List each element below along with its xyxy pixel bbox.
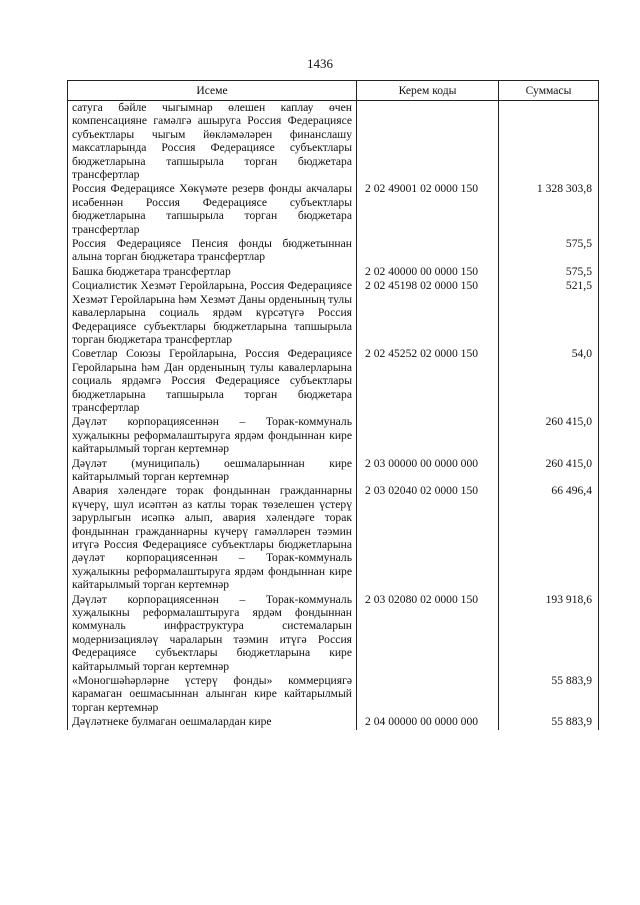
row-name: Дәүләт (муниципаль) оешмаларыннан кире кайтарылмый торган кертемнәр xyxy=(68,457,357,485)
row-sum: 575,5 xyxy=(499,265,599,279)
row-name: Социалистик Хезмәт Геройларына, Россия Федерациясе Хезмәт Геройларына һәм Хезмәт Даны орденының тулы кавалерларына социаль ярдәм күрсәтүгә Россия Федерациясе субъектлары бюджетларына тапшырыла торган бюджетара трансфертлар xyxy=(68,279,357,347)
table-row xyxy=(68,279,599,347)
row-name: Дәүләтнеке булмаган оешмалардан кире xyxy=(68,715,357,729)
row-code: 2 04 00000 00 0000 000 xyxy=(357,715,499,729)
column-header-name: Исеме xyxy=(68,81,357,101)
row-sum: 55 883,9 xyxy=(499,715,599,729)
row-code: 2 03 00000 00 0000 000 xyxy=(357,457,499,485)
table-row xyxy=(68,457,599,485)
row-name: Россия Федерациясе Хөкүмәте резерв фонды акчалары исәбеннән Россия Федерациясе субъектлары бюджетларына тапшырыла торган бюджетара трансфертлар xyxy=(68,182,357,237)
row-code xyxy=(357,237,499,265)
row-sum: 575,5 xyxy=(499,237,599,265)
row-sum xyxy=(499,101,599,183)
table-row xyxy=(68,182,599,237)
column-header-sum: Суммасы xyxy=(499,81,599,101)
table-row xyxy=(68,674,599,715)
budget-table xyxy=(67,80,599,730)
row-sum: 193 918,6 xyxy=(499,593,599,674)
row-sum: 54,0 xyxy=(499,347,599,415)
row-name: Дәүләт корпорациясеннән – Торак-коммуналь хуҗалыкны реформалаштыруга ярдәм фондыннан коммуналь инфраструктура системаларын модернизацияләү чараларын тәэмин итүгә Россия Федерациясе субъектлары бюджетларына кире кайтарылмый торган кертемнәр xyxy=(68,593,357,674)
row-code: 2 02 49001 02 0000 150 xyxy=(357,182,499,237)
row-sum: 55 883,9 xyxy=(499,674,599,715)
row-name: Советлар Союзы Геройларына, Россия Федерациясе Геройларына һәм Дан орденының тулы кавалерларына социаль ярдәмгә Россия Федерациясе субъектлары бюджетларына тапшырыла торган бюджетара трансфертлар xyxy=(68,347,357,415)
table-row xyxy=(68,715,599,729)
row-name: «Моногшәһәрләрне үстерү фонды» коммерциягә карамаган оешмасыннан алынган кире кайтарылмый торган кертемнәр xyxy=(68,674,357,715)
table-row xyxy=(68,347,599,415)
row-sum: 260 415,0 xyxy=(499,415,599,456)
row-name: Дәүләт корпорациясеннән – Торак-коммуналь хуҗалыкны реформалаштыруга ярдәм фондыннан кире кайтарылмый торган кертемнәр xyxy=(68,415,357,456)
row-name: сатуга бәйле чыгымнар өлешен каплау өчен компенсацияне гамәлгә ашыруга Россия Федерациясе субъектлары чыгым йөкләмәләрен финанслашу максатларында Россия Федерациясе субъектлары бюджетларына тапшырыла торган бюджетара трансфертлар xyxy=(68,101,357,183)
row-code: 2 02 40000 00 0000 150 xyxy=(357,265,499,279)
column-header-code: Керем коды xyxy=(357,81,499,101)
row-code xyxy=(357,101,499,183)
table-row xyxy=(68,237,599,265)
table-body xyxy=(68,101,599,730)
row-sum: 66 496,4 xyxy=(499,484,599,592)
table-header xyxy=(68,81,599,101)
row-code xyxy=(357,415,499,456)
table-row xyxy=(68,101,599,183)
row-name: Россия Федерациясе Пенсия фонды бюджетыннан алына торган бюджетара трансфертлар xyxy=(68,237,357,265)
row-name: Авария хәлендәге торак фондыннан гражданнарны күчерү, шул исәптән аз катлы торак төзелешен үстерү зарурлыгын исәпкә алып, авария хәлендәге торак фондыннан гражданнарны күчерү гамәлләрен тәэмин итүгә Россия Федерациясе субъектлары бюджетларына дәүләт корпорациясеннән – Торак-коммуналь хуҗалыкны реформалаштыруга ярдәм фондыннан кире кайтарылмый торган кертемнәр xyxy=(68,484,357,592)
row-sum: 260 415,0 xyxy=(499,457,599,485)
row-code xyxy=(357,674,499,715)
row-sum: 521,5 xyxy=(499,279,599,347)
row-code: 2 03 02080 02 0000 150 xyxy=(357,593,499,674)
row-code: 2 02 45198 02 0000 150 xyxy=(357,279,499,347)
table-row xyxy=(68,593,599,674)
table-row xyxy=(68,415,599,456)
row-code: 2 02 45252 02 0000 150 xyxy=(357,347,499,415)
row-sum: 1 328 303,8 xyxy=(499,182,599,237)
table-row xyxy=(68,265,599,279)
page-number: 1436 xyxy=(307,56,333,71)
table-row xyxy=(68,484,599,592)
row-code: 2 03 02040 02 0000 150 xyxy=(357,484,499,592)
row-name: Башка бюджетара трансфертлар xyxy=(68,265,357,279)
